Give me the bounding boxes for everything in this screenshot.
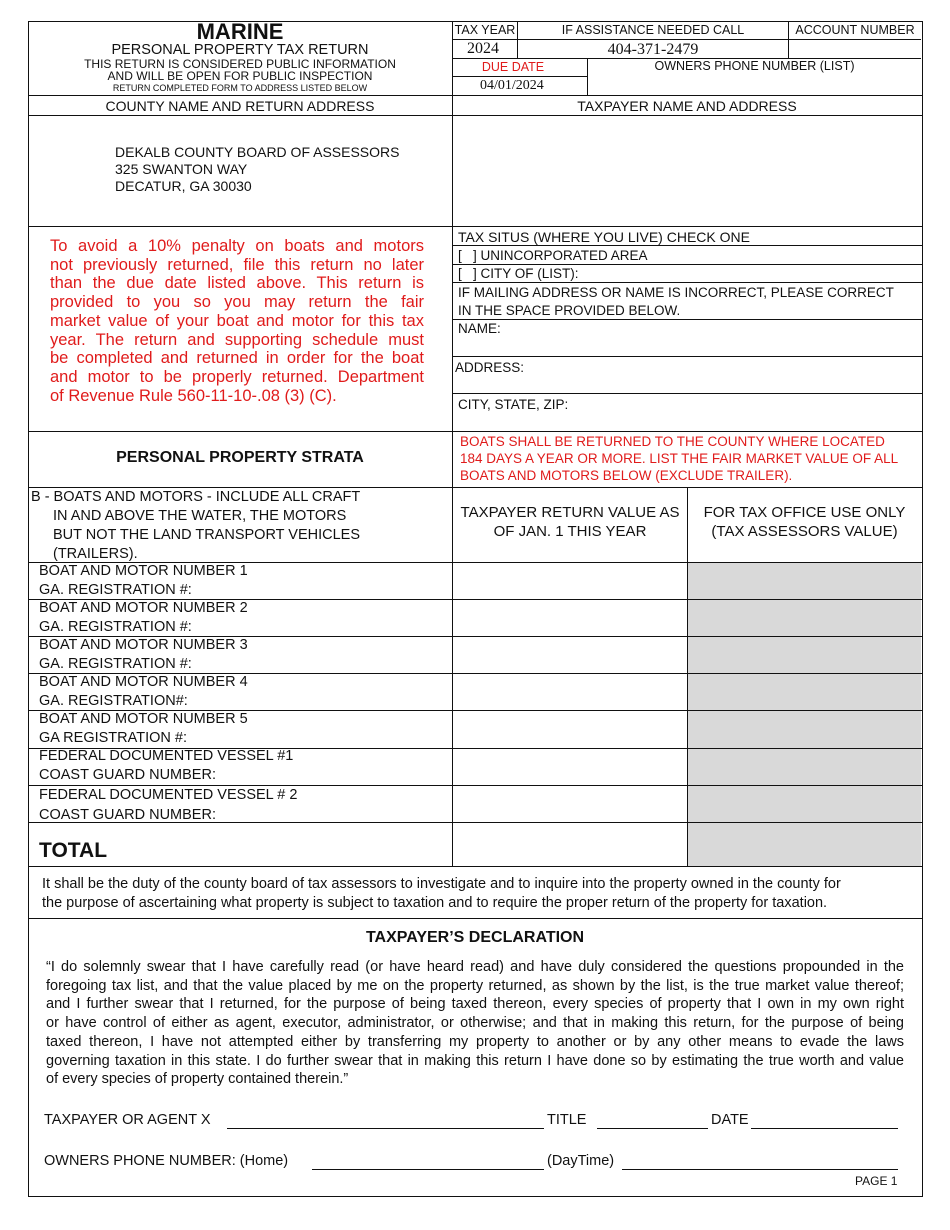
category-line: IN AND ABOVE THE WATER, THE MOTORS	[53, 508, 347, 524]
situs-city-option[interactable]: [ ] CITY OF (LIST):	[458, 266, 579, 281]
penalty-line: and motor to be properly returned. Department	[50, 367, 424, 386]
public-notice-2: AND WILL BE OPEN FOR PUBLIC INSPECTION	[107, 69, 373, 83]
page-number: PAGE 1	[855, 1174, 898, 1188]
boat-2-value-input[interactable]	[455, 602, 684, 634]
declaration-line: or have control of either as agent, executor, administrator, or otherwise; and that in making this return, for the purpose of being	[46, 1015, 904, 1032]
row-title: BOAT AND MOTOR NUMBER 4	[39, 674, 248, 690]
duty-line: It shall be the duty of the county board of tax assessors to investigate and to inquire into the property owned in the county for	[42, 876, 841, 892]
tax-year-label: TAX YEAR	[454, 23, 516, 37]
row-title: BOAT AND MOTOR NUMBER 1	[39, 563, 248, 579]
category-line: BUT NOT THE LAND TRANSPORT VEHICLES	[53, 527, 360, 543]
home-phone-field[interactable]	[312, 1153, 544, 1170]
vessel-2-value-input[interactable]	[455, 788, 684, 820]
category-description	[31, 488, 451, 564]
row-registration-label: GA. REGISTRATION #:	[39, 656, 192, 672]
taxpayer-address-box[interactable]	[455, 118, 919, 224]
form-subtitle: PERSONAL PROPERTY TAX RETURN	[111, 42, 369, 58]
row-registration-label: GA. REGISTRATION #:	[39, 619, 192, 635]
correction-note-2: IN THE SPACE PROVIDED BELOW.	[458, 303, 681, 318]
owners-phone-label: OWNERS PHONE NUMBER (LIST)	[654, 59, 855, 73]
penalty-line: than the due date listed above. This return is	[50, 274, 424, 293]
correction-note-1: IF MAILING ADDRESS OR NAME IS INCORRECT, PLEASE CORRECT	[458, 285, 894, 300]
due-date-value: 04/01/2024	[480, 78, 544, 93]
penalty-line: not previously returned, file this return no later	[50, 255, 424, 274]
penalty-notice	[50, 237, 424, 405]
assistance-phone: 404-371-2479	[607, 41, 699, 58]
name-label: NAME:	[458, 321, 501, 336]
row-registration-label: COAST GUARD NUMBER:	[39, 807, 216, 823]
duty-line: the purpose of ascertaining what property is subject to taxation and to require the proper return of the property for taxation.	[42, 894, 828, 911]
county-header: COUNTY NAME AND RETURN ADDRESS	[105, 98, 375, 114]
agent-signature-field[interactable]	[227, 1112, 544, 1129]
date-field[interactable]	[751, 1112, 898, 1129]
declaration-line: “I do solemnly swear that I have carefully read (or have heard read) and have duly considered the questions propounded in the	[46, 959, 904, 975]
declaration-line: foregoing tax list, and that the value placed by me on the property returned, as shown by the list, is the true market value thereof;	[46, 977, 904, 994]
vessel-row-1-label	[39, 747, 293, 785]
penalty-line: To avoid a 10% penalty on boats and motors	[50, 237, 424, 255]
agent-label: TAXPAYER OR AGENT X	[44, 1112, 211, 1128]
penalty-line: market value of your boat and motor for this tax	[50, 311, 424, 330]
declaration-text	[46, 958, 904, 1089]
vessel-1-value-input[interactable]	[455, 751, 684, 783]
category-line: B - BOATS AND MOTORS - INCLUDE ALL CRAFT	[31, 489, 361, 505]
boat-5-value-input[interactable]	[455, 713, 684, 746]
duty-paragraph	[42, 875, 912, 912]
boat-4-value-input[interactable]	[455, 676, 684, 708]
name-field[interactable]	[505, 320, 919, 354]
assistance-label: IF ASSISTANCE NEEDED CALL	[561, 23, 745, 37]
county-address-line2: 325 SWANTON WAY	[115, 161, 248, 177]
row-title: FEDERAL DOCUMENTED VESSEL # 2	[39, 787, 298, 803]
boat-row-4-label	[39, 673, 248, 711]
form-title: MARINE	[196, 19, 284, 44]
row-registration-label: GA. REGISTRATION#:	[39, 693, 188, 709]
office-use-shading	[688, 563, 921, 866]
daytime-phone-label: (DayTime)	[547, 1153, 615, 1169]
boat-row-1-label	[39, 562, 248, 600]
situs-header: TAX SITUS (WHERE YOU LIVE) CHECK ONE	[458, 229, 750, 245]
city-state-zip-label: CITY, STATE, ZIP:	[458, 397, 569, 412]
row-registration-label: GA REGISTRATION #:	[39, 730, 187, 746]
boat-1-value-input[interactable]	[455, 565, 684, 597]
column-header-line: TAXPAYER RETURN VALUE AS	[460, 504, 680, 521]
address-label: ADDRESS:	[455, 360, 525, 375]
tax-year-value: 2024	[467, 40, 499, 57]
title-field[interactable]	[597, 1112, 708, 1129]
county-address-line1: DEKALB COUNTY BOARD OF ASSESSORS	[115, 144, 400, 160]
declaration-line: taxed thereon, I have not attempted either by transferring my property to another or by any other means to evade the laws	[46, 1033, 904, 1050]
title-label: TITLE	[547, 1112, 587, 1128]
row-registration-label: GA. REGISTRATION #:	[39, 582, 192, 598]
office-value-column-header	[688, 503, 921, 541]
row-title: BOAT AND MOTOR NUMBER 3	[39, 637, 248, 653]
city-state-zip-field[interactable]	[575, 394, 919, 429]
declaration-line: of every species of property contained therein.”	[46, 1071, 349, 1088]
boats-notice-line: BOATS SHALL BE RETURNED TO THE COUNTY WHERE LOCATED	[460, 434, 885, 449]
due-date-label: DUE DATE	[481, 60, 545, 74]
row-title: BOAT AND MOTOR NUMBER 2	[39, 600, 248, 616]
penalty-line: provided to you so you may return the fair	[50, 293, 424, 312]
boat-row-2-label	[39, 599, 248, 637]
category-line: (TRAILERS).	[53, 546, 138, 562]
daytime-phone-field[interactable]	[622, 1153, 898, 1170]
boat-row-3-label	[39, 636, 248, 674]
account-number-label: ACCOUNT NUMBER	[795, 23, 915, 37]
return-notice: RETURN COMPLETED FORM TO ADDRESS LISTED BELOW	[112, 83, 368, 93]
column-header-line: OF JAN. 1 THIS YEAR	[493, 523, 647, 540]
declaration-line: and I further swear that I returned, for the purpose of being taxed thereon, every species of property that I own in my own right	[46, 996, 904, 1013]
penalty-line: year. The return and supporting schedule must	[50, 330, 424, 349]
date-label: DATE	[711, 1112, 749, 1128]
column-header-line: (TAX ASSESSORS VALUE)	[711, 523, 898, 540]
declaration-title: TAXPAYER’S DECLARATION	[365, 929, 585, 946]
row-title: BOAT AND MOTOR NUMBER 5	[39, 711, 248, 727]
total-label: TOTAL	[39, 839, 108, 862]
vessel-row-2-label	[39, 785, 297, 825]
account-number-field[interactable]	[790, 40, 918, 57]
strata-header: PERSONAL PROPERTY STRATA	[116, 449, 364, 466]
boats-notice-line: 184 DAYS A YEAR OR MORE. LIST THE FAIR MARKET VALUE OF ALL	[460, 451, 899, 466]
county-address-line3: DECATUR, GA 30030	[115, 178, 252, 194]
boats-notice	[460, 433, 920, 484]
declaration-line: governing taxation in this state. I do further swear that in making this return I have done so by estimating the true worth and value	[46, 1052, 904, 1069]
situs-unincorporated-option[interactable]: [ ] UNINCORPORATED AREA	[458, 248, 648, 263]
boat-row-5-label	[39, 710, 248, 748]
address-field[interactable]	[530, 357, 919, 391]
boat-3-value-input[interactable]	[455, 639, 684, 671]
row-registration-label: COAST GUARD NUMBER:	[39, 767, 216, 783]
public-notice-1: THIS RETURN IS CONSIDERED PUBLIC INFORMATION	[84, 57, 396, 71]
row-title: FEDERAL DOCUMENTED VESSEL #1	[39, 748, 294, 764]
penalty-line: of Revenue Rule 560-11-10-.08 (3) (C).	[50, 386, 337, 405]
taxpayer-header: TAXPAYER NAME AND ADDRESS	[577, 98, 797, 114]
penalty-line: be completed and returned in order for the boat	[50, 349, 424, 368]
home-phone-label: OWNERS PHONE NUMBER: (Home)	[44, 1153, 289, 1169]
boats-notice-line: BOATS AND MOTORS BELOW (EXCLUDE TRAILER).	[460, 468, 793, 483]
column-header-line: FOR TAX OFFICE USE ONLY	[703, 504, 906, 521]
owners-phone-field[interactable]	[590, 76, 918, 94]
taxpayer-value-column-header	[453, 503, 687, 541]
total-value-input[interactable]	[455, 825, 684, 864]
